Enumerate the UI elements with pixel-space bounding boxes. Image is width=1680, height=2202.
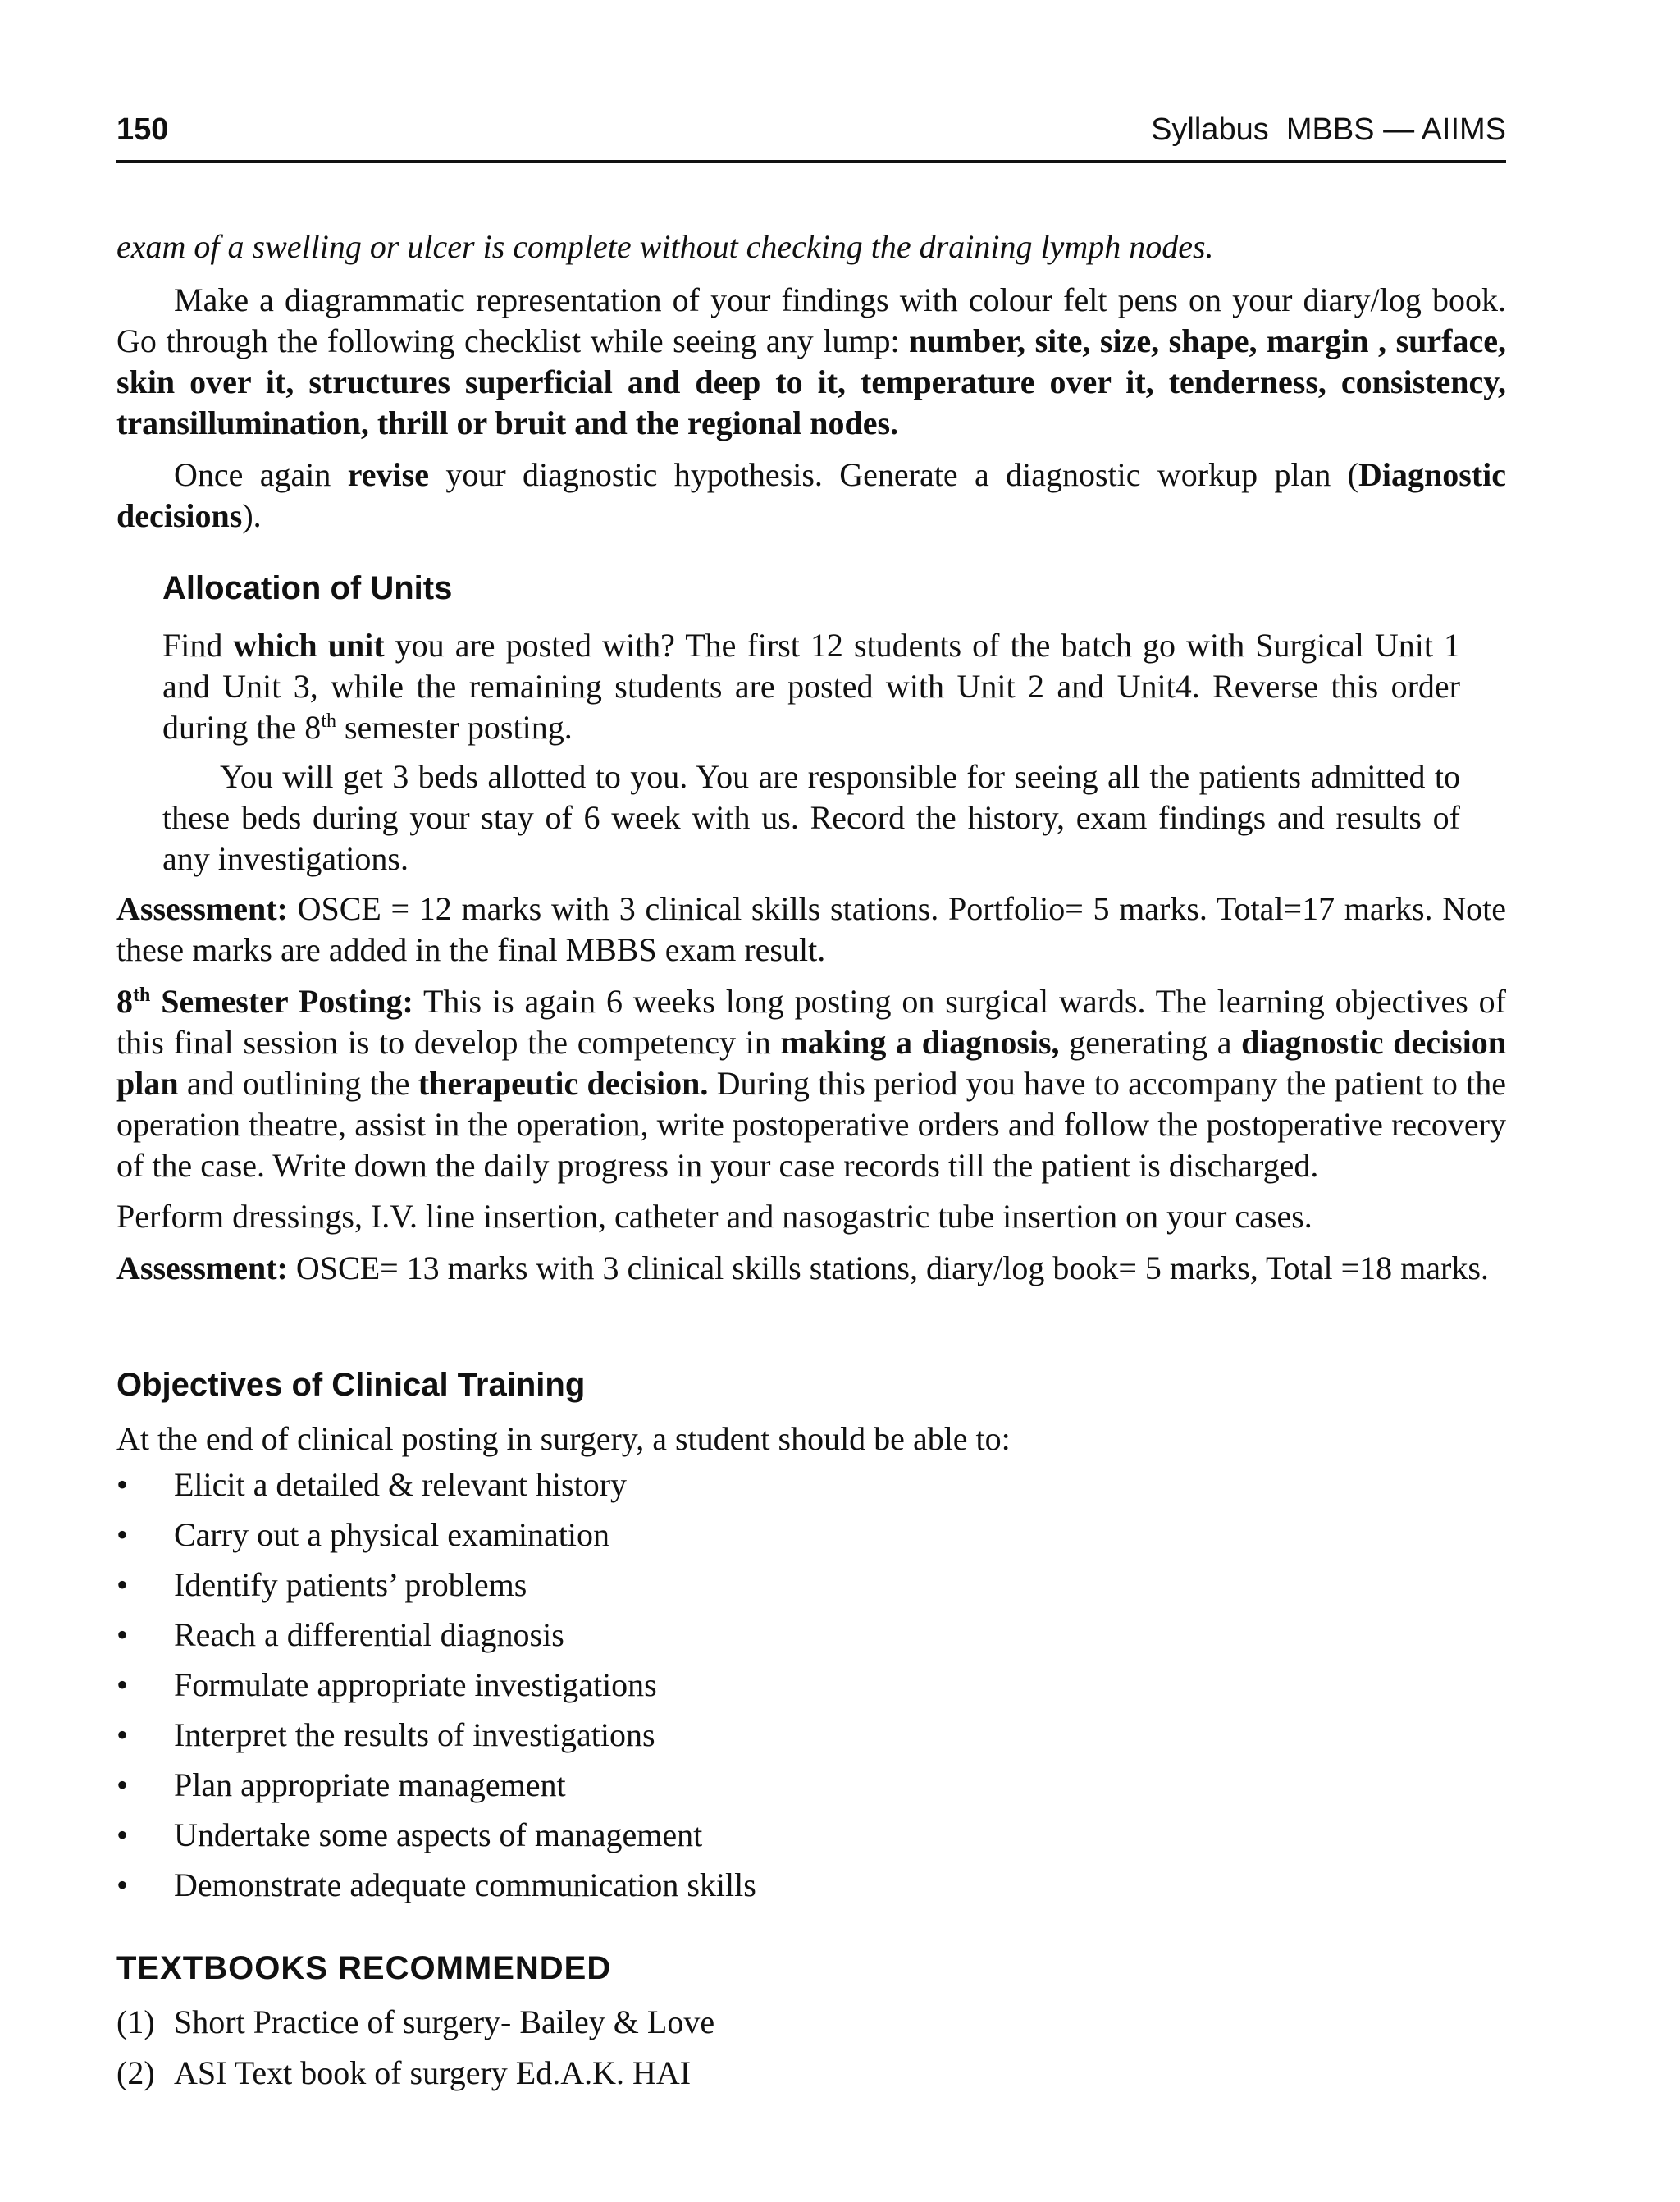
list-item-text: Demonstrate adequate communication skills [174,1866,756,1903]
bullet-marker: • [116,1516,129,1553]
page-header [116,108,1506,151]
checklist-text: Make a diagrammatic representation of your findings with colour felt pens on your diary/log book. Go through the following checklist while seeing any lump: [116,281,1506,359]
list-item [116,1615,1506,1665]
semester-8-sup: th [133,985,151,1006]
header-rule [116,160,1506,163]
list-item [116,1715,1506,1765]
allocation-text-a: Find [162,627,234,664]
running-title: Syllabus MBBS — AIIMS [1151,112,1506,147]
textbooks-list [116,2002,1506,2104]
list-item [116,1514,1506,1565]
making-diagnosis-bold: making a diagnosis, [780,1024,1060,1061]
textbook-number: (1) [116,2003,155,2040]
semester-8-text-c: and outlining the [178,1065,418,1102]
list-item-text: Plan appropriate management [174,1766,566,1803]
document-page [116,0,1506,2202]
textbook-item [116,2002,1506,2053]
list-item [116,1765,1506,1815]
list-item [116,1815,1506,1865]
assessment-2-label: Assessment: [116,1249,288,1286]
assessment-2-paragraph [116,1248,1506,1289]
list-item-text: Carry out a physical examination [174,1516,609,1553]
assessment-1-text: OSCE = 12 marks with 3 clinical skills stations. Portfolio= 5 marks. Total=17 marks. Note these marks are added in the final MBBS exam result. [116,890,1506,968]
allocation-text-b: you are posted with? The first 12 students of the batch go with Surgical Unit 1 and Unit 3, while the remaining students are posted with Unit 2 and Unit4. Reverse this order during the 8 [162,627,1461,746]
objectives-heading: Objectives of Clinical Training [116,1367,586,1403]
objectives-list [116,1464,1506,1915]
allocation-sup: th [321,710,336,732]
list-item-text: Elicit a detailed & relevant history [174,1466,628,1503]
textbook-number: (2) [116,2054,155,2091]
bullet-marker: • [116,1816,129,1853]
semester-8-text-a: This is again 6 weeks long posting on surgical wards. The learning objectives of this final session is to develop the competency in [116,983,1506,1061]
therapeutic-decision-bold: therapeutic decision. [418,1065,709,1102]
semester-8-num: 8 [116,983,133,1020]
revise-bold: revise [347,456,429,493]
bullet-marker: • [116,1766,129,1803]
allocation-heading: Allocation of Units [162,570,453,606]
semester-8-text-b: generating a [1059,1024,1242,1061]
bullet-marker: • [116,1666,129,1703]
textbook-item [116,2053,1506,2104]
semester-8-text-d: During this period you have to accompany the patient to the operation theatre, assist in the operation, write postoperative orders and follow the postoperative recovery of the case. Write down the daily progress in your case records till the patient is discharged. [116,1065,1506,1184]
intro-italic-line: exam of a swelling or ulcer is complete without checking the draining lymph nodes. [116,228,1214,265]
bullet-marker: • [116,1616,129,1653]
assessment-2-text: OSCE= 13 marks with 3 clinical skills stations, diary/log book= 5 marks, Total =18 marks. [287,1249,1489,1286]
page-number: 150 [116,112,169,147]
assessment-1-paragraph [116,889,1506,971]
allocation-text-c: semester posting. [336,709,573,746]
list-item [116,1865,1506,1915]
assessment-1-label: Assessment: [116,890,288,927]
list-item [116,1464,1506,1514]
list-item-text: Formulate appropriate investigations [174,1666,657,1703]
textbook-title: ASI Text book of surgery Ed.A.K. HAI [174,2054,692,2091]
semester-8-label-rest: Semester Posting: [150,983,413,1020]
revise-text-b: your diagnostic hypothesis. Generate a diagnostic workup plan ( [428,456,1359,493]
bullet-marker: • [116,1866,129,1903]
which-unit-bold: which unit [233,627,385,664]
semester-8-label [116,983,413,1020]
diagnostic-decisions-bold: Diagnostic decisions [116,456,1507,534]
revise-text-a: Once again [174,456,348,493]
bullet-marker: • [116,1716,129,1753]
list-item [116,1665,1506,1715]
list-item-text: Reach a differential diagnosis [174,1616,564,1653]
list-item [116,1565,1506,1615]
textbook-title: Short Practice of surgery- Bailey & Love [174,2003,715,2040]
beds-paragraph: You will get 3 beds allotted to you. You are responsible for seeing all the patients admitted to these beds during your stay of 6 week with us. Record the history, exam findings and results of any investigations. [162,758,1460,877]
revise-paragraph [116,455,1506,537]
perform-paragraph: Perform dressings, I.V. line insertion, catheter and nasogastric tube insertion on your cases. [116,1198,1312,1235]
bullet-marker: • [116,1466,129,1503]
allocation-paragraph [162,625,1460,748]
objectives-intro: At the end of clinical posting in surgery, a student should be able to: [116,1420,1011,1457]
checklist-items: number, site, size, shape, margin , surface, skin over it, structures superficial and deep to it, temperature over it, tenderness, consistency, transillumination, thrill or bruit and the regional nodes. [116,322,1506,441]
bullet-marker: • [116,1566,129,1603]
diagnostic-decision-plan-bold: diagnostic decision plan [116,1024,1507,1102]
checklist-paragraph [116,280,1506,444]
semester-8-paragraph [116,981,1506,1186]
list-item-text: Interpret the results of investigations [174,1716,655,1753]
list-item-text: Identify patients’ problems [174,1566,527,1603]
revise-text-c: ). [242,497,262,534]
list-item-text: Undertake some aspects of management [174,1816,703,1853]
textbooks-heading: TEXTBOOKS RECOMMENDED [116,1950,612,1986]
